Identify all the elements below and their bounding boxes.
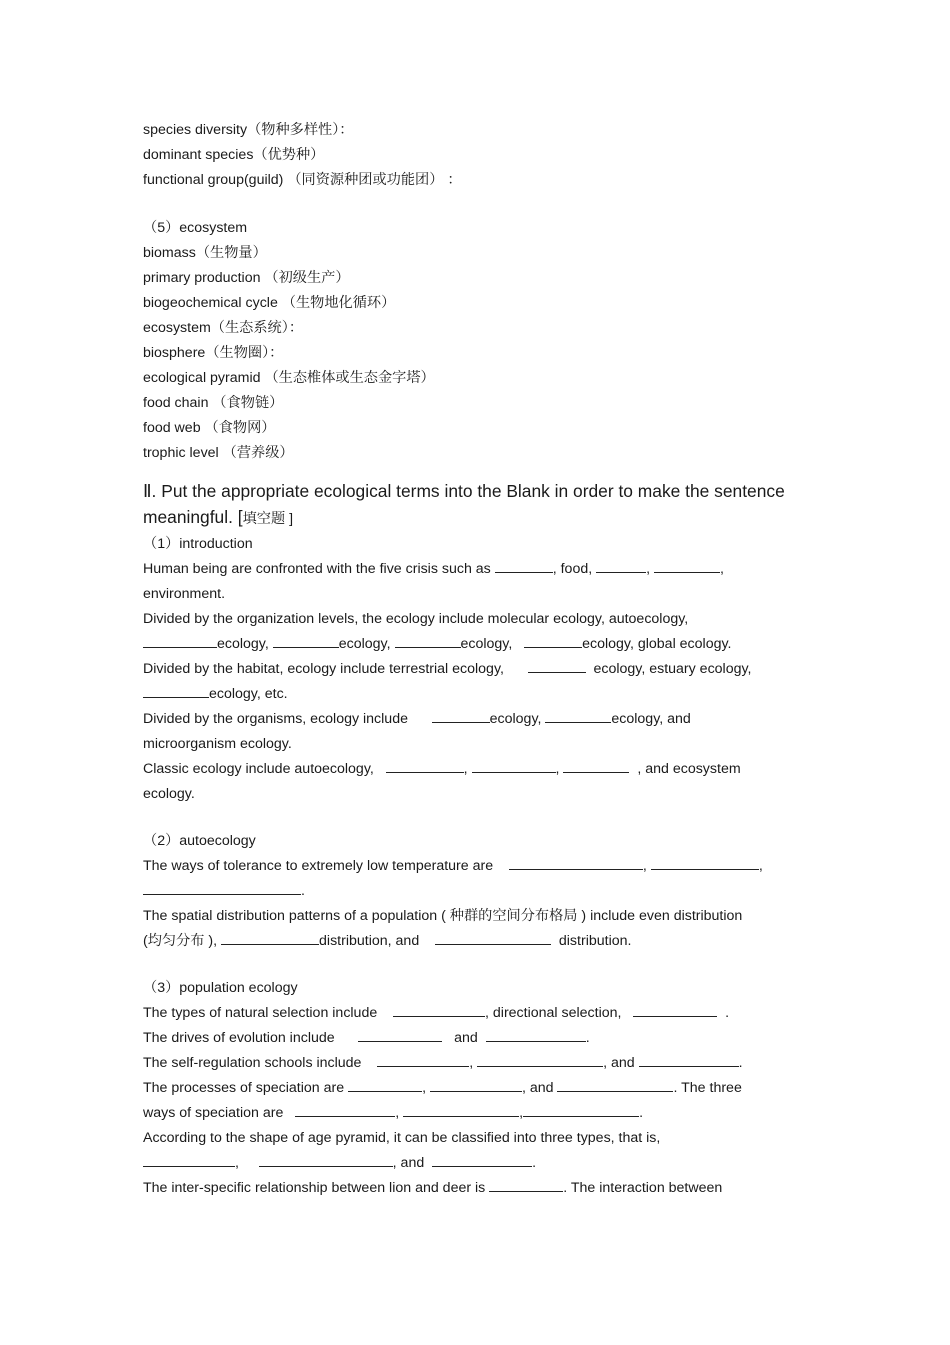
blank[interactable]: [143, 881, 301, 895]
text: .: [301, 883, 305, 899]
text: .: [738, 1055, 743, 1071]
pop-sentence-6: [143, 1176, 807, 1201]
text: , and: [392, 1155, 425, 1171]
blank[interactable]: [393, 1003, 485, 1017]
blank[interactable]: [143, 634, 217, 648]
text: ,: [422, 1080, 427, 1096]
text: Divided by the habitat, ecology include terrestrial ecology,: [143, 661, 504, 677]
blank[interactable]: [639, 1053, 739, 1067]
text: and: [454, 1030, 478, 1046]
blank[interactable]: [495, 559, 553, 573]
blank[interactable]: [348, 1078, 422, 1092]
text: ,: [642, 858, 647, 874]
blank[interactable]: [509, 856, 643, 870]
blank[interactable]: [477, 1053, 603, 1067]
pop-sentence-3: [143, 1051, 807, 1076]
intro-heading: （1）introduction: [143, 536, 253, 552]
text: ecology, and: [611, 711, 691, 727]
population-heading: （3）population ecology: [143, 980, 298, 996]
term-ecosystem: ecosystem（生态系统）：: [143, 320, 304, 336]
text: , and: [603, 1055, 635, 1071]
document-page: [143, 118, 807, 1201]
intro-sentence-3-cont: [143, 682, 807, 707]
text: .: [532, 1155, 537, 1171]
blank[interactable]: [273, 634, 339, 648]
blank[interactable]: [386, 759, 464, 773]
blank[interactable]: [435, 931, 551, 945]
blank[interactable]: [596, 559, 646, 573]
blank[interactable]: [403, 1103, 519, 1117]
intro-sentence-1: [143, 557, 807, 582]
blank[interactable]: [143, 684, 209, 698]
autoecology-heading: （2）autoecology: [143, 833, 256, 849]
text: ,: [555, 761, 560, 777]
intro-sentence-4-cont: microorganism ecology.: [143, 736, 292, 752]
text: ecology,: [217, 636, 269, 652]
text: (均匀分布 ),: [143, 933, 218, 949]
pop-sentence-5: According to the shape of age pyramid, it can be classified into three types, that is,: [143, 1130, 661, 1146]
term-food-web: food web （食物网）: [143, 420, 276, 436]
text: ecology, estuary ecology,: [593, 661, 752, 677]
intro-sentence-2: Divided by the organization levels, the ecology include molecular ecology, autoecology,: [143, 611, 689, 627]
text: ,: [463, 761, 468, 777]
section-2-title: [143, 478, 807, 532]
term-biogeochemical-cycle: biogeochemical cycle （生物地化循环）: [143, 295, 396, 311]
blank[interactable]: [221, 931, 319, 945]
term-ecological-pyramid: ecological pyramid （生态椎体或生态金字塔）: [143, 370, 435, 386]
text: , directional selection,: [485, 1005, 622, 1021]
intro-sentence-5-cont: ecology.: [143, 786, 195, 802]
text: The processes of speciation are: [143, 1080, 345, 1096]
text: .: [585, 1030, 590, 1046]
text: Human being are confronted with the five crisis such as: [143, 561, 491, 577]
text: .: [725, 1005, 730, 1021]
blank[interactable]: [654, 559, 720, 573]
text: ,: [395, 1105, 400, 1121]
text: , food,: [552, 561, 593, 577]
blank[interactable]: [432, 709, 490, 723]
pop-sentence-1: [143, 1001, 807, 1026]
ecosystem-heading: （5）ecosystem: [143, 220, 248, 236]
term-primary-production: primary production （初级生产）: [143, 270, 350, 286]
text: ,: [758, 858, 763, 874]
blank[interactable]: [486, 1028, 586, 1042]
text: ,: [646, 561, 651, 577]
blank[interactable]: [295, 1103, 395, 1117]
text: ,: [720, 561, 724, 577]
section-2-title-cn: 填空题: [242, 511, 286, 527]
pop-sentence-2: [143, 1026, 807, 1051]
blank[interactable]: [633, 1003, 717, 1017]
text: The types of natural selection include: [143, 1005, 378, 1021]
text: .: [639, 1105, 644, 1121]
blank[interactable]: [489, 1178, 563, 1192]
blank[interactable]: [430, 1078, 522, 1092]
text: ecology, global ecology.: [582, 636, 732, 652]
section-2-title-main: Ⅱ. Put the appropriate ecological terms into the Blank in order to make the sentence meaningful. [: [143, 481, 785, 527]
auto-sentence-1: [143, 854, 807, 879]
blank[interactable]: [545, 709, 611, 723]
text: ,: [235, 1155, 239, 1171]
section-2-title-end: ]: [285, 511, 294, 527]
auto-sentence-2-cont: [143, 929, 807, 954]
text: The ways of tolerance to extremely low temperature are: [143, 858, 494, 874]
blank[interactable]: [472, 759, 556, 773]
text: The inter-specific relationship between lion and deer is: [143, 1180, 486, 1196]
intro-sentence-4: [143, 707, 807, 732]
blank[interactable]: [395, 634, 461, 648]
text: Divided by the organisms, ecology include: [143, 711, 408, 727]
term-food-chain: food chain （食物链）: [143, 395, 284, 411]
text: , and: [521, 1080, 554, 1096]
text: ,: [519, 1105, 524, 1121]
blank[interactable]: [524, 634, 582, 648]
auto-sentence-1-cont: [143, 879, 807, 904]
text: ecology,: [460, 636, 513, 652]
pop-sentence-4-cont: [143, 1101, 807, 1126]
text: . The three: [673, 1080, 742, 1096]
text: . The interaction between: [563, 1180, 723, 1196]
blank[interactable]: [557, 1078, 673, 1092]
term-functional-group: functional group(guild) （同资源种团或功能团） ：: [143, 172, 462, 188]
text: distribution, and: [319, 933, 420, 949]
auto-sentence-2: The spatial distribution patterns of a population ( 种群的空间分布格局 ) include even distribution: [143, 908, 743, 924]
text: ecology,: [489, 711, 542, 727]
text: ,: [469, 1055, 474, 1071]
blank[interactable]: [377, 1053, 469, 1067]
text: ways of speciation are: [143, 1105, 284, 1121]
blank[interactable]: [651, 856, 759, 870]
blank[interactable]: [528, 659, 586, 673]
term-trophic-level: trophic level （营养级）: [143, 445, 294, 461]
blank[interactable]: [358, 1028, 442, 1042]
blank[interactable]: [259, 1153, 393, 1167]
text: distribution.: [558, 933, 632, 949]
blank[interactable]: [143, 1153, 235, 1167]
term-dominant-species: dominant species（优势种）: [143, 147, 325, 163]
intro-sentence-1-cont: environment.: [143, 586, 226, 602]
pop-sentence-5-cont: [143, 1151, 807, 1176]
intro-sentence-5: [143, 757, 807, 782]
pop-sentence-4: [143, 1076, 807, 1101]
term-biosphere: biosphere（生物圈）：: [143, 345, 284, 361]
text: , and ecosystem: [637, 761, 741, 777]
text: The self-regulation schools include: [143, 1055, 362, 1071]
term-species-diversity: species diversity（物种多样性）：: [143, 122, 354, 138]
text: ecology, etc.: [209, 686, 288, 702]
blank[interactable]: [563, 759, 629, 773]
blank[interactable]: [432, 1153, 532, 1167]
text: The drives of evolution include: [143, 1030, 335, 1046]
text: Classic ecology include autoecology,: [143, 761, 374, 777]
intro-sentence-3: [143, 657, 807, 682]
term-biomass: biomass（生物量）: [143, 245, 267, 261]
blank[interactable]: [523, 1103, 639, 1117]
text: ecology,: [338, 636, 391, 652]
intro-sentence-2-cont: [143, 632, 807, 657]
